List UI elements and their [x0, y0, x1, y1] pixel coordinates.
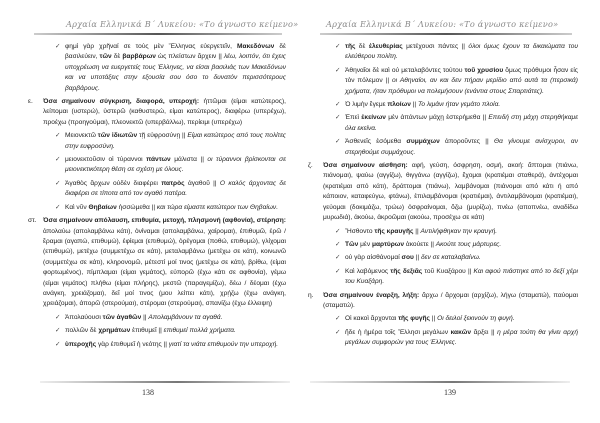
example-bullet	[308, 328, 578, 349]
translation-text: Οι δειλοί ξεκινούν τη φυγή.	[437, 315, 515, 323]
text: Ἀπολαύουσι	[65, 313, 103, 321]
page-body	[308, 42, 578, 352]
bold-text: πατρὸς	[161, 179, 185, 187]
text: Ἀσθενεῖς ἐσόμεθα	[345, 138, 407, 146]
text: μὲν ἁπάντων μάχῃ ἐστερήμεθα ||	[385, 114, 489, 122]
checkmark-icon: ✓	[55, 132, 61, 140]
text: μάλιστα ||	[170, 156, 208, 164]
translation-text: όλοι όμως έχουν τα δικαιώματα του ελεύθερου πολίτη.	[345, 43, 578, 61]
checkmark-icon: ✓	[335, 227, 341, 235]
example-bullet	[308, 240, 578, 250]
text: ἀκούετε ||	[404, 240, 436, 248]
bold-text: χρημάτων	[98, 327, 131, 335]
right-page	[300, 0, 600, 423]
example-bullet	[308, 113, 578, 134]
translation-text: Θα γίνουμε ανίσχυροι, αν στερηθούμε συμμάχους.	[345, 138, 578, 156]
text: ἐπιθυμεῖ ||	[130, 327, 164, 335]
bold-text: ἐκείνων	[361, 114, 386, 122]
checkmark-icon: ✓	[335, 138, 341, 146]
example-bullet	[308, 227, 578, 237]
translation-text: και τώρα είμαστε κατώτεροι των Θηβαίων.	[156, 203, 279, 211]
text: Καὶ νῦν	[65, 203, 89, 211]
translation-text: οι τύραννοι βρίσκονται σε μειονεκτικότερη θέση σε σχέση με όλους.	[65, 156, 287, 174]
text: ||	[410, 101, 418, 109]
bold-text: Όσα σημαίνουν σύγκριση, διαφορά, υπεροχή:	[43, 98, 200, 106]
example-bullet	[28, 155, 286, 176]
example-bullet	[28, 340, 286, 350]
text: Ἀγαθὸς ἄρχων οὐδὲν διαφέρει	[65, 179, 162, 187]
text: ἀπολαύω (απολαμβάνω κάτι), ὀνίναμαι (απολαμβάνω, χαίρομαι), ἐπιθυμῶ, ἐρῶ / ἔραμαι (αγαπώ, επιθυμώ), ἐφίεμαι (επιθυμώ), ὀρέγομαι (ποθώ, επιθυμώ), γλίχομαι (επιθυμώ), μετέχω (συμμετέχω σε κάτι), μεταλαμβάνω (μετέχω σε κάτι), κοινωνῶ (συμμετέχω σε κάτι), κληρονομῶ, μέτεστί μοί τινος (μετέχω σε κάτι), βρίθω, (είμαι φορτωμένος), πίμπλαμαι (είμαι γεμάτος), εὐπορῶ (έχω κάτι σε αφθονία), γέμω (είμαι γεμάτος) πλήθω (είμαι πλήρης), μεστῶ (παραγεμίζω), δέω / δέομαι (έχω ανάγκη, χρειάζομαι), δεῖ μοί τινος (μου λείπει κάτι), χρῄζω (έχω ανάγκη, χρειάζομαι), ἀπορῶ (στερούμαι), στέρομαι (στερούμαι), σπανίζω (έχω έλλειψη)	[43, 227, 286, 308]
translation-text: Ακούτε τους μάρτυρες.	[435, 240, 502, 248]
text: Ὁ λιμὴν ἔγεμε	[345, 101, 388, 109]
bold-text: τοῦ χρυσίου	[464, 66, 504, 74]
text: δὲ	[355, 43, 369, 50]
page-number: 138	[142, 388, 154, 397]
text: Ἐπεὶ	[345, 114, 362, 122]
example-bullet	[308, 253, 578, 263]
bold-text: μαρτύρων	[371, 240, 405, 248]
example-bullet	[28, 203, 286, 213]
translation-text: οι Αθηναίοι, αν και δεν πήραν μερίδιο από αυτά τα (περσικά) χρήματα, ήταν πρόθυμοι να πολεμήσουν (ενάντια στους Σπαρτιάτες).	[345, 77, 578, 95]
bold-text: κακῶν	[450, 328, 472, 336]
header-rule	[320, 33, 572, 35]
text: ἄρχω / ἄρχομαι (αρχίζω), λήγω (σταματώ), παύομαι (σταματώ).	[323, 291, 578, 309]
bold-text: ἐλευθερίας	[368, 43, 403, 50]
text: ἡττῶμαι (είμαι κατώτερος), λείπομαι (υστερώ), ὑστερῶ (καθυστερώ, είμαι κατώτερος), διαφέρω (υπερέχω), προέχω (προηγούμαι), πλεονεκτῶ (υπερβάλλω), περίειμι (υπερέχω)	[43, 98, 286, 126]
text: ὡς πλείστων ἄρχειν ||	[155, 53, 224, 61]
checkmark-icon: ✓	[55, 327, 61, 335]
checkmark-icon: ✓	[335, 66, 341, 74]
bold-text: τῆς δεξιᾶς	[390, 267, 423, 275]
translation-text: επιθυμεί πολλά χρήματα.	[163, 327, 236, 335]
checkmark-icon: ✓	[335, 328, 341, 336]
checkmark-icon: ✓	[55, 43, 61, 50]
bold-text: Όσα σημαίνουν αίσθηση:	[323, 162, 408, 170]
checkmark-icon: ✓	[335, 267, 341, 275]
translation-text: Το λιμάνι ήταν γεμάτο πλοία.	[417, 101, 501, 109]
text: Μειονεκτῶ	[65, 132, 98, 140]
text: τῇ εὐφροσύνῃ ||	[137, 132, 188, 140]
text: ἀγαθοῦ ||	[184, 179, 220, 187]
text: δὲ βασιλεύειν,	[65, 43, 286, 61]
bold-text: Όσα σημαίνουν απόλαυση, επιθυμία, μετοχή, πλησμονή (αφθονία), στέρηση:	[43, 217, 286, 225]
translation-text: λέω, λοιπόν, ότι έχεις υποχρέωση να ευεργετείς τους Έλληνες, να είσαι βασιλιάς των Μακεδόνων και να υποτάξεις στην εξουσία σου όσο το δυνατόν περισσότερους βαρβάρους.	[65, 53, 286, 92]
example-bullet	[308, 267, 578, 288]
example-bullet	[308, 42, 578, 63]
bold-text: πλοίων	[387, 101, 411, 109]
checkmark-icon: ✓	[335, 101, 341, 109]
example-bullet	[308, 137, 578, 158]
example-bullet	[28, 326, 286, 336]
text: μετέχουσι πάντες ||	[402, 43, 469, 50]
section-paragraph	[28, 216, 286, 310]
text: Καὶ λαβόμενος	[345, 267, 391, 275]
section-letter: ζ.	[308, 162, 313, 170]
bold-text: Όσα σημαίνουν έναρξη, λήξη:	[323, 291, 420, 299]
translation-text: Είμαι κατώτερος από τους πολίτες στην ευφροσύνη.	[65, 132, 286, 150]
text: ||	[413, 254, 421, 262]
page-header: Αρχαία Ελληνικά Β΄ Λυκείου: «Το άγνωστο κείμενο»	[66, 19, 299, 29]
text: μειονεκτοῦσιν οἱ τύραννοι	[65, 156, 147, 164]
checkmark-icon: ✓	[55, 179, 61, 187]
section-paragraph	[28, 97, 286, 128]
text: οὐ γὰρ αἰσθάνομαί	[345, 254, 402, 262]
text: αφή, γεύση, όσφρηση, οσμή, ακοή: ἅπτομαι (πιάνω, πιάνομαι), ψαύω (αγγίζω), θιγγάνω (αγγίζω), ἔχομαι (κρατιέμαι σταθερά), ἀντέχομαι (κρατιέμαι από κάτι), δράττομαι (πιάνω), λαμβάνομαι (πιάνομαι από κάτι ή από κάποιον, καταφεύγω, φτάνω), ἐπιλαμβάνομαι (κρατιέμαι), ἀντιλαμβάνομαι (κρατιέμαι), γεύομαι (δοκιμάζω, τρώω) ὀσφραίνομαι, ὄζω (μυρίζω), πνέω (αποπνέω, αναδίδω μυρωδιά), ἀκούω, ἀκροῶμαι (ακούω, προσέχω σε κάτι)	[323, 162, 579, 222]
bold-text: Μακεδόνων	[237, 43, 275, 50]
example-bullet	[308, 66, 578, 97]
footer-rule	[40, 381, 290, 383]
text: Οἱ κακοὶ ἄρχονται	[345, 315, 399, 323]
text: γὰρ ἐπιθυμεῖ ἡ νεότης ||	[96, 340, 169, 348]
translation-text: Επειδή στη μάχη στερηθήκαμε όλα εκείνα.	[345, 114, 578, 132]
example-bullet	[28, 179, 286, 200]
bold-text: τῶν	[99, 53, 112, 61]
section-letter: στ.	[28, 217, 37, 225]
translation-text: γιατί τα νιάτα επιθυμούν την υπεροχή.	[168, 340, 279, 348]
bold-text: Θηβαίων	[88, 203, 117, 211]
text: ||	[430, 315, 438, 323]
translation-text: δεν σε καταλαβαίνω.	[420, 254, 481, 262]
footer-rule	[310, 381, 570, 383]
translation-text: Αντιλήφθηκαν την κραυγή.	[420, 227, 498, 235]
checkmark-icon: ✓	[335, 43, 341, 50]
header-rule	[34, 33, 282, 35]
bold-text: τῆς	[345, 43, 356, 50]
example-bullet	[308, 100, 578, 110]
text: φημὶ γὰρ χρῆναί σε τοὺς μὲν Ἕλληνας εὐεργετεῖν,	[65, 43, 238, 50]
text: ||	[141, 313, 149, 321]
page-header: Αρχαία Ελληνικά Β΄ Λυκείου: «Το άγνωστο κείμενο»	[326, 19, 559, 29]
bold-text: τῆς κραυγῆς	[374, 227, 414, 235]
bold-text: τῶν ἰδιωτῶν	[97, 132, 138, 140]
section-letter: η.	[308, 291, 314, 299]
example-bullet	[28, 131, 286, 152]
text: ἡσσώμεθα ||	[116, 203, 157, 211]
text: μὲν	[358, 240, 372, 248]
text: δὲ	[111, 53, 123, 61]
text: ὅμως πρόθυμοι ἦσαν εἰς τὸν πόλεμον ||	[345, 66, 578, 85]
bold-text: βαρβάρων	[122, 53, 156, 61]
text: πολλῶν δὲ	[65, 327, 99, 335]
checkmark-icon: ✓	[335, 315, 341, 323]
example-bullet	[28, 42, 286, 94]
checkmark-icon: ✓	[55, 313, 61, 321]
translation-text: Απολαμβάνουν τα αγαθά.	[148, 313, 223, 321]
text: ἀποροῦντες ||	[439, 138, 494, 146]
checkmark-icon: ✓	[55, 340, 61, 348]
section-paragraph	[308, 291, 578, 312]
page-number: 139	[444, 388, 456, 397]
translation-text: Ο καλός άρχοντας δε διαφέρει σε τίποτα από τον αγαθό πατέρα.	[65, 179, 286, 198]
page-body	[28, 42, 286, 353]
example-bullet	[28, 313, 286, 323]
bold-text: τῶν ἀγαθῶν	[102, 313, 142, 321]
section-paragraph	[308, 161, 578, 223]
text: Ἀθηναῖοι δὲ καὶ οὐ μεταλαβόντες τούτου	[345, 66, 465, 74]
checkmark-icon: ✓	[335, 254, 341, 262]
checkmark-icon: ✓	[55, 203, 61, 211]
text: τοῦ Κυαξάρου ||	[422, 267, 474, 275]
bold-text: σου	[401, 254, 414, 262]
translation-text: Και αφού πιάστηκε από το δεξί χέρι του Κυαξάρη.	[345, 267, 578, 286]
text: ἄρξει ||	[471, 328, 498, 336]
example-bullet	[308, 314, 578, 324]
bold-text: Τῶν	[345, 240, 359, 248]
checkmark-icon: ✓	[55, 156, 61, 164]
bold-text: συμμάχων	[406, 138, 440, 146]
text: Ἤσθοντο	[345, 227, 375, 235]
text: ἥδε ἡ ἡμέρα τοῖς Ἕλλησι μεγάλων	[345, 328, 451, 336]
checkmark-icon: ✓	[335, 114, 341, 122]
bold-text: πάντων	[146, 156, 171, 164]
section-letter: ε.	[28, 98, 33, 106]
checkmark-icon: ✓	[335, 240, 341, 248]
translation-text: η μέρα τούτη θα γίνει αρχή μεγάλων συμφορών για τους Έλληνες.	[345, 328, 578, 347]
bold-text: ὑπεροχῆς	[65, 340, 97, 348]
bold-text: τῆς φυγῆς	[398, 315, 430, 323]
text: ||	[413, 227, 421, 235]
